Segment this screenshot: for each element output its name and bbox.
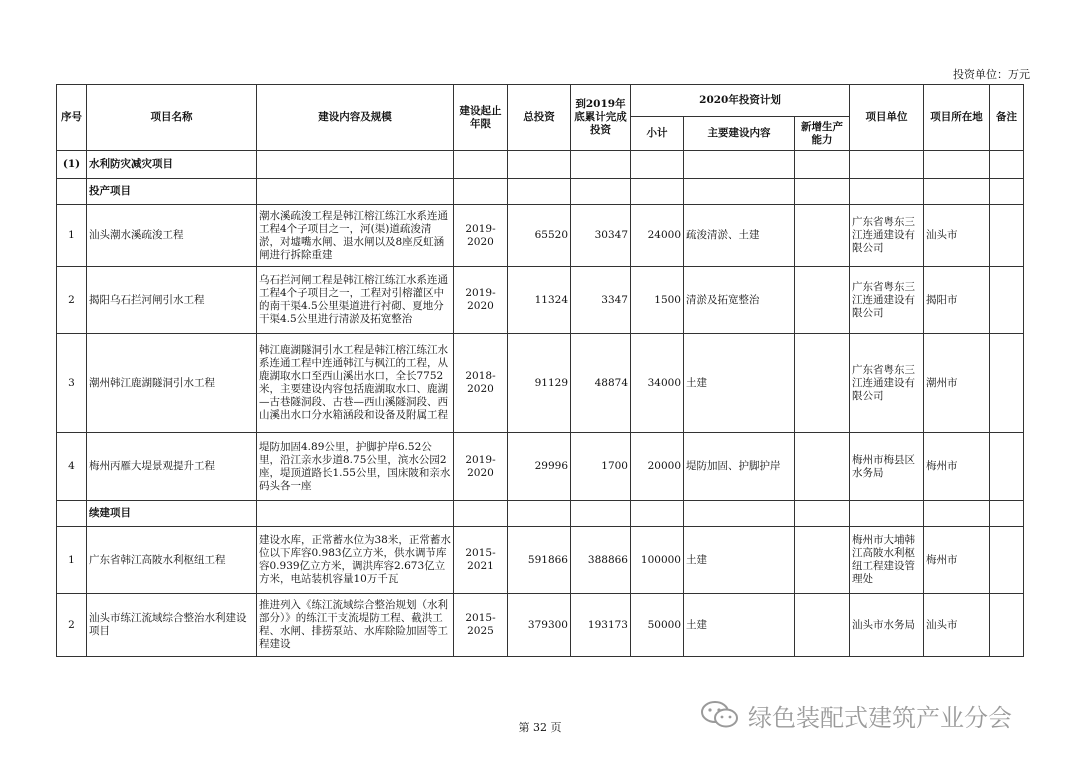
cell-subtotal: 50000	[631, 594, 684, 657]
cell-total: 29996	[508, 433, 571, 501]
cell-content: 韩江鹿湖隧洞引水工程是韩江榕江练江水系连通工程中连通韩江与枫江的工程，从鹿湖取水口至西山溪出水口，全长7752米，主要建设内容包括鹿湖取水口、鹿湖—古巷隧洞段、古巷—西山溪隧洞段、西山溪出水口分水箱涵段和设备及附属工程	[257, 334, 454, 433]
cell-remark	[990, 267, 1024, 334]
cell-content: 建设水库，正常蓄水位为38米，正常蓄水位以下库容0.983亿立方米，供水调节库容0.939亿立方米，调洪库容2.673亿立方米，电站装机容量10万千瓦	[257, 527, 454, 594]
wechat-icon	[700, 700, 740, 730]
cell-done: 388866	[571, 527, 631, 594]
table-row	[57, 334, 1024, 433]
cell-subtotal: 34000	[631, 334, 684, 433]
cell-subtotal: 100000	[631, 527, 684, 594]
cell-period: 2019-2020	[454, 205, 508, 267]
cell-capacity	[795, 594, 850, 657]
cell-capacity	[795, 205, 850, 267]
cell-remark	[990, 205, 1024, 267]
header-capacity: 新增生产能力	[795, 117, 850, 151]
cell-main: 土建	[684, 594, 795, 657]
cell-name: 梅州丙雁大堤景观提升工程	[87, 433, 257, 501]
cell-period: 2015-2025	[454, 594, 508, 657]
cell-content: 堤防加固4.89公里，护脚护岸6.52公里，沿江亲水步道8.75公里，滨水公园2座，堤顶道路长1.55公里，国床陂和亲水码头各一座	[257, 433, 454, 501]
cell-unit: 广东省粤东三江连通建设有限公司	[850, 267, 924, 334]
cell-capacity	[795, 267, 850, 334]
table-row	[57, 267, 1024, 334]
cell-content: 推进列入《练江流域综合整治规划（水利部分）》的练江干支流堤防工程、截洪工程、水闸、排捞泵站、水库除险加固等工程建设	[257, 594, 454, 657]
cell-main: 土建	[684, 334, 795, 433]
header-unit: 项目单位	[850, 85, 924, 151]
cell-unit: 汕头市水务局	[850, 594, 924, 657]
cell-period: 2015-2021	[454, 527, 508, 594]
cell-subtotal: 20000	[631, 433, 684, 501]
cell-unit: 广东省粤东三江连通建设有限公司	[850, 205, 924, 267]
cell-location: 汕头市	[924, 594, 990, 657]
cell-unit: 广东省粤东三江连通建设有限公司	[850, 334, 924, 433]
cell-done: 1700	[571, 433, 631, 501]
cell-name: 汕头市练江流域综合整治水利建设项目	[87, 594, 257, 657]
cell-location: 梅州市	[924, 527, 990, 594]
cell-total: 65520	[508, 205, 571, 267]
header-location: 项目所在地	[924, 85, 990, 151]
group-title-continuing: 续建项目	[87, 501, 257, 527]
cell-name: 广东省韩江高陂水利枢纽工程	[87, 527, 257, 594]
cell-capacity	[795, 433, 850, 501]
cell-remark	[990, 527, 1024, 594]
cell-total: 91129	[508, 334, 571, 433]
header-seq: 序号	[57, 85, 87, 151]
table-row	[57, 594, 1024, 657]
table-row	[57, 205, 1024, 267]
cell-done: 193173	[571, 594, 631, 657]
section-title: 水利防灾减灾项目	[87, 151, 257, 179]
cell-done: 30347	[571, 205, 631, 267]
cell-capacity	[795, 334, 850, 433]
cell-period: 2018-2020	[454, 334, 508, 433]
cell-name: 汕头潮水溪疏浚工程	[87, 205, 257, 267]
group-title-commissioned: 投产项目	[87, 179, 257, 205]
header-period: 建设起止年限	[454, 85, 508, 151]
header-plan2020: 2020年投资计划	[631, 85, 850, 117]
cell-main: 土建	[684, 527, 795, 594]
cell-main: 清淤及拓宽整治	[684, 267, 795, 334]
watermark	[700, 698, 1012, 732]
table-row	[57, 433, 1024, 501]
group-row-continuing	[57, 501, 1024, 527]
cell-period: 2019-2020	[454, 433, 508, 501]
header-content: 建设内容及规模	[257, 85, 454, 151]
cell-capacity	[795, 527, 850, 594]
header-remark: 备注	[990, 85, 1024, 151]
header-done2019: 到2019年底累计完成投资	[571, 85, 631, 151]
watermark-text: 绿色装配式建筑产业分会	[748, 703, 1012, 732]
cell-subtotal: 24000	[631, 205, 684, 267]
cell-location: 汕头市	[924, 205, 990, 267]
cell-seq: 1	[57, 527, 87, 594]
investment-plan-table	[56, 84, 1024, 657]
cell-location: 梅州市	[924, 433, 990, 501]
cell-total: 11324	[508, 267, 571, 334]
page-number: 第 32 页	[518, 721, 562, 734]
cell-name: 揭阳乌石拦河闸引水工程	[87, 267, 257, 334]
cell-remark	[990, 334, 1024, 433]
section-seq: (1)	[57, 151, 87, 179]
cell-content: 乌石拦河闸工程是韩江榕江练江水系连通工程4个子项目之一，工程对引榕灌区中的南干渠4.5公里渠道进行衬砌、夏地分干渠4.5公里进行清淤及拓宽整治	[257, 267, 454, 334]
table-row	[57, 527, 1024, 594]
header-row-1	[57, 85, 1024, 117]
cell-remark	[990, 594, 1024, 657]
cell-seq: 2	[57, 594, 87, 657]
cell-done: 48874	[571, 334, 631, 433]
cell-name: 潮州韩江鹿湖隧洞引水工程	[87, 334, 257, 433]
cell-subtotal: 1500	[631, 267, 684, 334]
cell-total: 591866	[508, 527, 571, 594]
section-row	[57, 151, 1024, 179]
cell-content: 潮水溪疏浚工程是韩江榕江练江水系连通工程4个子项目之一，河(渠)道疏浚清淤，对墟嘴水闸、退水闸以及8座反虹涵闸进行拆除重建	[257, 205, 454, 267]
cell-remark	[990, 433, 1024, 501]
cell-location: 潮州市	[924, 334, 990, 433]
cell-done: 3347	[571, 267, 631, 334]
cell-unit: 梅州市梅县区水务局	[850, 433, 924, 501]
cell-seq: 4	[57, 433, 87, 501]
cell-period: 2019-2020	[454, 267, 508, 334]
cell-seq: 3	[57, 334, 87, 433]
cell-seq: 2	[57, 267, 87, 334]
header-subtotal: 小计	[631, 117, 684, 151]
header-total: 总投资	[508, 85, 571, 151]
investment-unit-label: 投资单位：万元	[953, 68, 1030, 81]
header-name: 项目名称	[87, 85, 257, 151]
header-main-content: 主要建设内容	[684, 117, 795, 151]
cell-total: 379300	[508, 594, 571, 657]
cell-main: 疏浚清淤、土建	[684, 205, 795, 267]
cell-seq: 1	[57, 205, 87, 267]
cell-main: 堤防加固、护脚护岸	[684, 433, 795, 501]
group-row-commissioned	[57, 179, 1024, 205]
cell-unit: 梅州市大埔韩江高陂水利枢纽工程建设管理处	[850, 527, 924, 594]
cell-location: 揭阳市	[924, 267, 990, 334]
